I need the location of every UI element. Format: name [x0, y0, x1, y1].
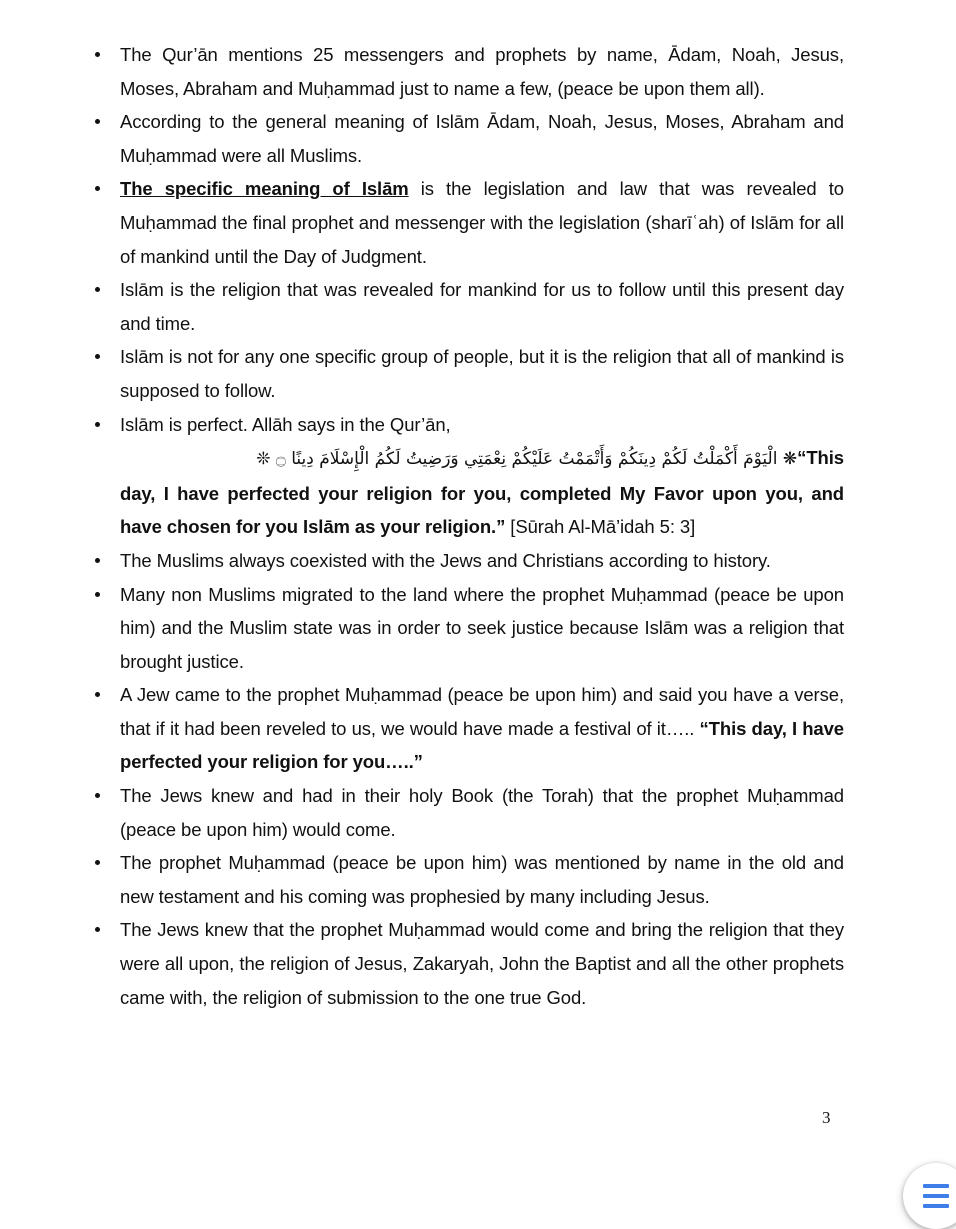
bullet-text: A Jew came to the prophet Muḥammad (peace be upon him) and said you have a verse, that if it had been reveled to us, we would have made a festival of it…..	[120, 684, 844, 739]
quran-translation-text: day, I have perfected your religion for you, completed My Favor upon you, and have chosen for you Islām as your religion.”	[120, 482, 844, 538]
bullet-text: The Jews knew that the prophet Muḥammad would come and bring the religion that they were all upon, the religion of Jesus, Zakaryah, John the Baptist and all the other prophets came with, the religion of submission to the one true God.	[120, 919, 844, 1008]
bullet-text: The Muslims always coexisted with the Jews and Christians according to history.	[120, 549, 771, 571]
list-item-a-jew-came	[88, 678, 844, 779]
quran-verse-arabic: ❋ الْيَوْمَ أَكْمَلْتُ لَكُمْ دِينَكُمْ وَأَتْمَمْتُ عَلَيْكُمْ نِعْمَتِي وَرَضِيتُ لَكُمُ الْإِسْلَامَ دِينًا ۝ ❊	[256, 449, 798, 470]
list-item-non-muslims-migrated	[88, 578, 844, 679]
list-item-jews-knew-torah	[88, 779, 844, 846]
quran-citation: [Sūrah Al-Mā’idah 5: 3]	[505, 516, 696, 538]
list-item-religion-revealed	[88, 273, 844, 340]
list-item-islam-perfect	[88, 408, 844, 544]
bullet-text: Islām is perfect. Allāh says in the Qur’ān,	[120, 413, 451, 435]
list-item-general-meaning	[88, 105, 844, 172]
quran-translation-lead: “This	[797, 447, 844, 469]
list-item-not-one-group	[88, 340, 844, 407]
list-item-jews-knew-religion	[88, 913, 844, 1014]
bullet-text: According to the general meaning of Islām Ādam, Noah, Jesus, Moses, Abraham and Muḥammad were all Muslims.	[120, 111, 844, 166]
bullet-text: The prophet Muḥammad (peace be upon him) was mentioned by name in the old and new testament and his coming was prophesied by many including Jesus.	[120, 852, 844, 907]
list-item-specific-meaning	[88, 172, 844, 273]
bullet-text: Islām is not for any one specific group of people, but it is the religion that all of mankind is supposed to follow.	[120, 346, 844, 401]
document-body	[88, 38, 844, 1014]
menu-icon-bar	[923, 1184, 949, 1188]
page-number: 3	[822, 1108, 831, 1127]
menu-fab-button[interactable]	[903, 1163, 956, 1229]
bullet-text: The Qur’ān mentions 25 messengers and prophets by name, Ādam, Noah, Jesus, Moses, Abraham and Muḥammad just to name a few, (peace be upon them all).	[120, 44, 844, 99]
bullet-text: Many non Muslims migrated to the land where the prophet Muḥammad (peace be upon him) and the Muslim state was in order to seek justice because Islām was a religion that brought justice.	[120, 583, 844, 672]
bullet-list	[88, 38, 844, 1014]
list-item-coexisted	[88, 544, 844, 578]
bullet-text: The Jews knew and had in their holy Book (the Torah) that the prophet Muḥammad (peace be upon him) would come.	[120, 785, 844, 840]
quran-verse-row	[120, 441, 844, 477]
menu-icon-bar	[923, 1204, 949, 1208]
hadith-quote: “This day, I have perfected your religion for you…..”	[120, 717, 844, 773]
bullet-lead-emphasis: The specific meaning of Islām	[120, 178, 409, 200]
list-item-mentioned-by-name	[88, 846, 844, 913]
bullet-text: Islām is the religion that was revealed for mankind for us to follow until this present day and time.	[120, 279, 844, 334]
list-item-quran-25-messengers	[88, 38, 844, 105]
menu-icon-bar	[923, 1194, 949, 1198]
bullet-text: is the legislation and law that was revealed to Muḥammad the final prophet and messenger with the legislation (sharīʿah) of Islām for all of mankind until the Day of Judgment.	[120, 178, 844, 267]
